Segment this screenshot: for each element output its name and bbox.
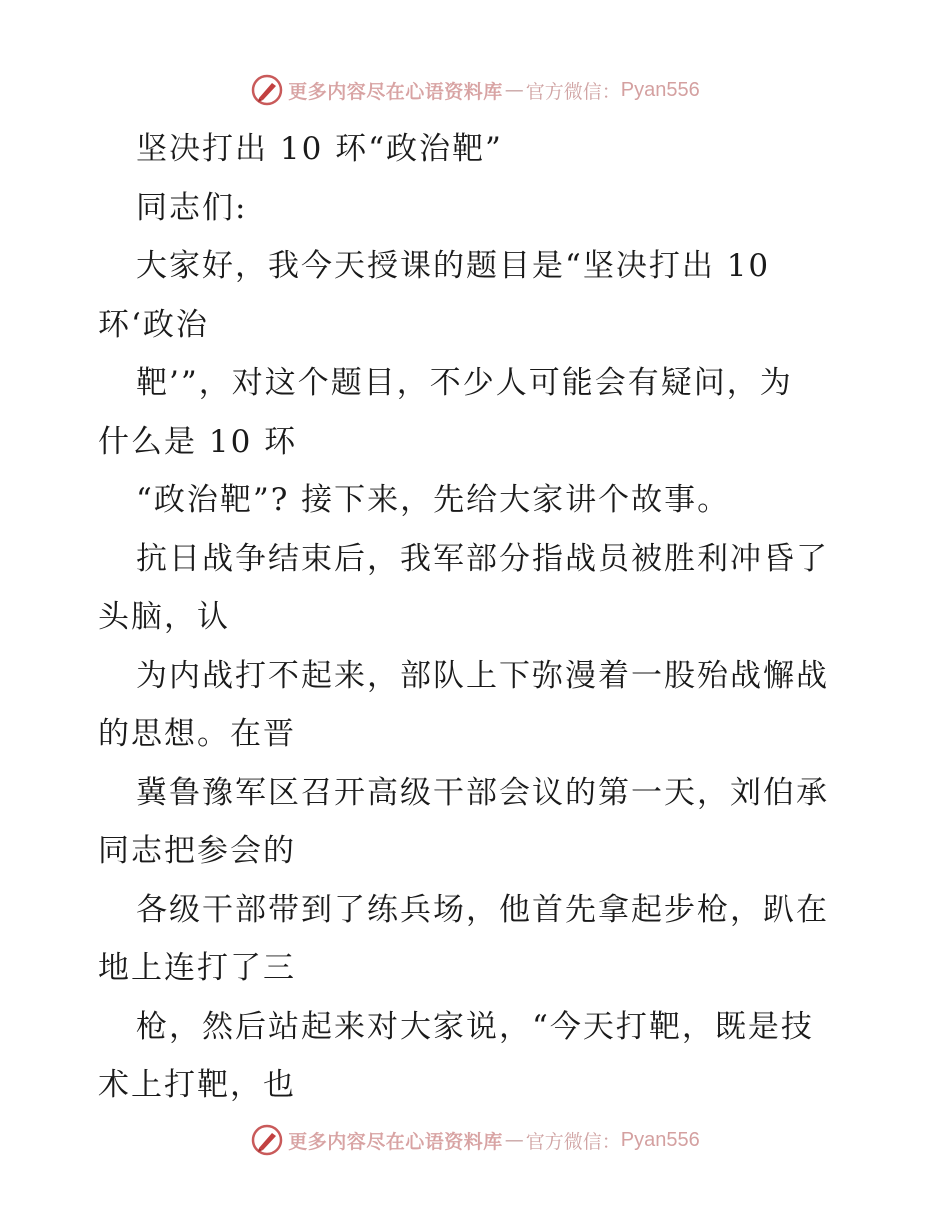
footer-watermark [0, 1120, 950, 1160]
text-line: 的思想。在晋 [98, 716, 296, 752]
watermark-main-text: 更多内容尽在心语资料库 [288, 1130, 503, 1153]
watermark-wechat-id: Pyan556 [620, 78, 700, 101]
text-line: 坚决打出 10 环“政治靶” [136, 131, 503, 167]
text-line: 靶’”，对这个题目，不少人可能会有疑问，为 [136, 365, 793, 401]
text-line: 抗日战争结束后，我军部分指战员被胜利冲昏了 [136, 540, 829, 577]
header-watermark [0, 70, 950, 110]
text-line: 枪，然后站起来对大家说，“今天打靶，既是技 [136, 1008, 814, 1045]
watermark-official-label: 官方微信： [525, 80, 621, 103]
text-line: 为内战打不起来，部队上下弥漫着一股殆战懈战 [136, 657, 829, 694]
document-body [98, 120, 878, 1115]
watermark-official-label: 官方微信： [525, 1130, 621, 1153]
text-line: “政治靶”? 接下来，先给大家讲个故事。 [136, 482, 731, 518]
watermark-dash: — [504, 1129, 524, 1151]
text-line: 术上打靶，也 [98, 1067, 296, 1103]
watermark-main-text: 更多内容尽在心语资料库 [288, 80, 503, 103]
text-line: 冀鲁豫军区召开高级干部会议的第一天，刘伯承 [136, 774, 829, 811]
text-line: 同志把参会的 [98, 833, 296, 869]
text-line: 环‘政治 [98, 306, 209, 343]
text-line: 各级干部带到了练兵场，他首先拿起步枪，趴在 [136, 891, 829, 928]
watermark-wechat-id: Pyan556 [620, 1128, 700, 1151]
text-line: 头脑，认 [98, 599, 230, 635]
watermark-dash: — [504, 79, 524, 101]
text-line: 什么是 10 环 [98, 423, 298, 460]
text-line: 同志们: [136, 189, 248, 226]
text-line: 地上连打了三 [98, 950, 296, 986]
text-line: 大家好，我今天授课的题目是“坚决打出 10 [136, 248, 771, 284]
pen-logo-icon [250, 73, 284, 107]
pen-logo-icon [250, 1123, 284, 1157]
